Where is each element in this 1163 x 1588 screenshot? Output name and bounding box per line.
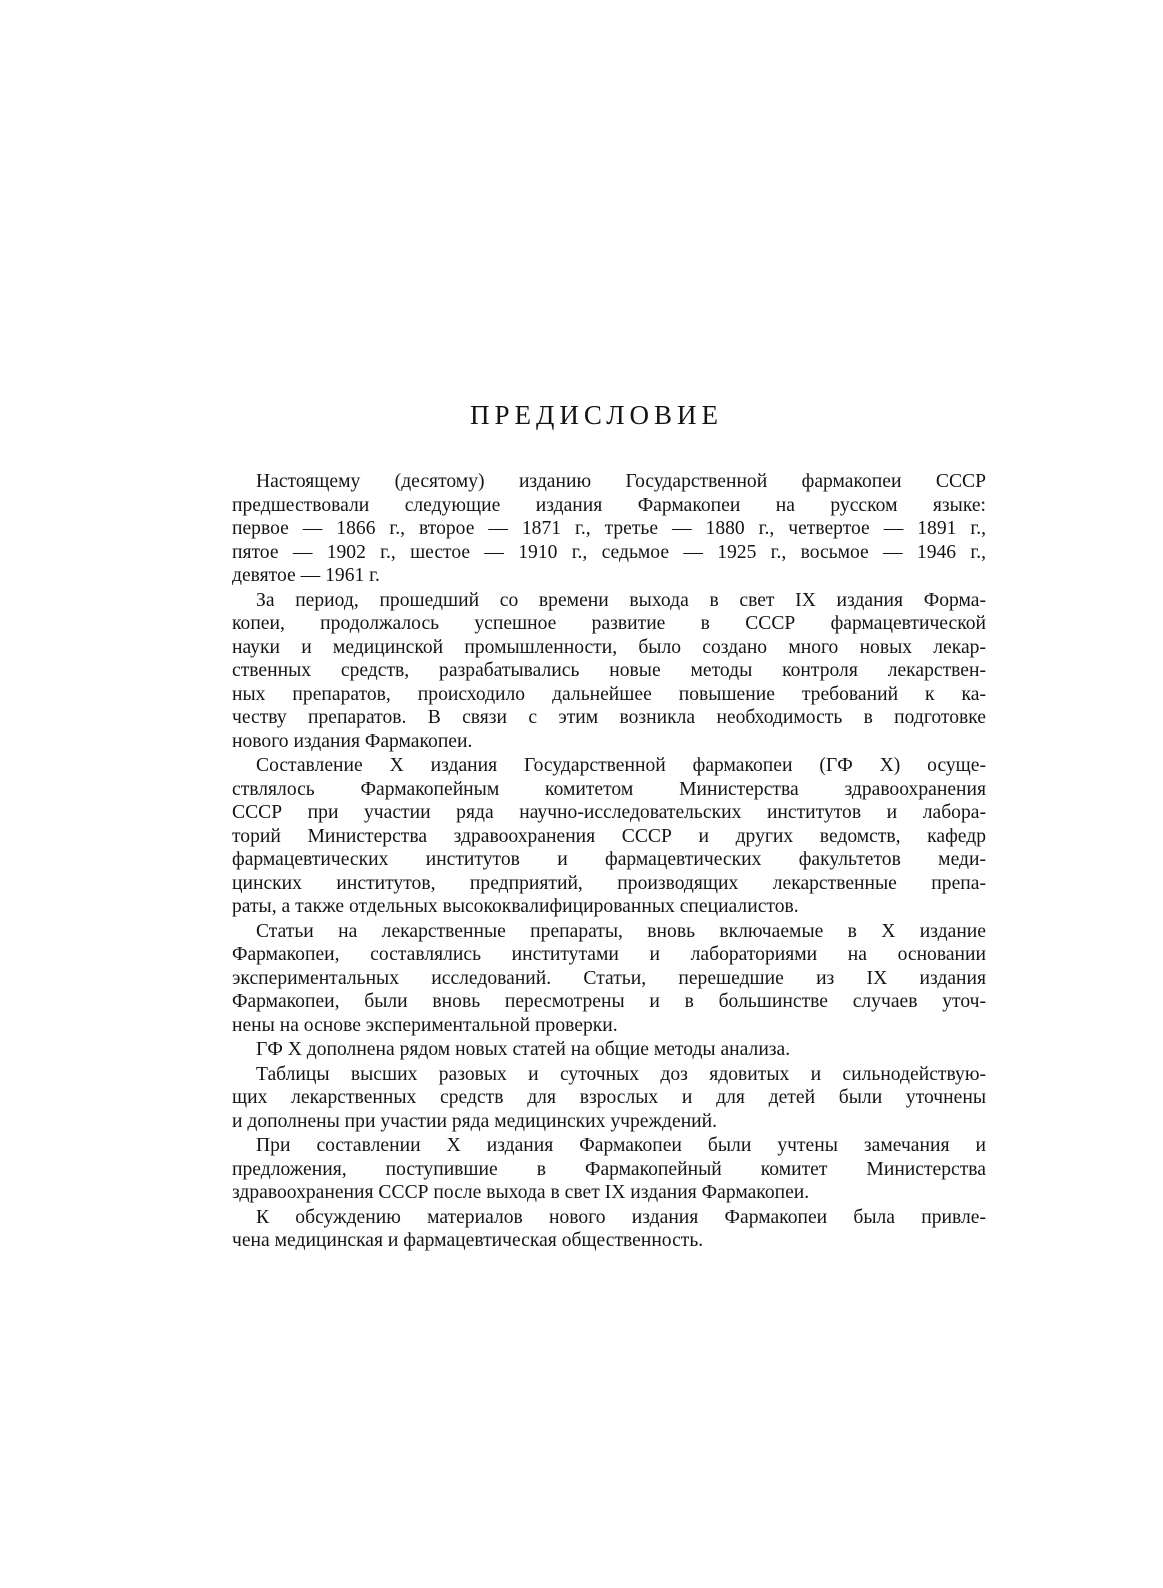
text-line: предшествовали следующие издания Фармакопеи на русском языке: xyxy=(232,494,986,516)
paragraph-8 xyxy=(208,1206,986,1253)
paragraph-4 xyxy=(208,920,986,1038)
paragraph-3 xyxy=(208,754,986,919)
text-line: Таблицы высших разовых и суточных доз ядовитых и сильнодействую- xyxy=(256,1063,986,1085)
page-title: ПРЕДИСЛОВИЕ xyxy=(469,400,724,430)
text-line: Фармакопеи, были вновь пересмотрены и в большинстве случаев уточ- xyxy=(232,991,986,1012)
text-line: пятое — 1902 г., шестое — 1910 г., седьмое — 1925 г., восьмое — 1946 г., xyxy=(232,541,986,563)
paragraph-2 xyxy=(208,589,986,754)
text-line: СССР при участии ряда научно-исследовательских институтов и лабора- xyxy=(232,802,986,823)
text-line: ственных средств, разрабатывались новые методы контроля лекарствен- xyxy=(232,660,986,681)
text-line: ствлялось Фармакопейным комитетом Министерства здравоохранения xyxy=(232,778,986,800)
text-line: экспериментальных исследований. Статьи, перешедшие из IX издания xyxy=(232,967,986,989)
text-line: Составление X издания Государственной фармакопеи (ГФ X) осуще- xyxy=(256,755,986,776)
text-line: ных препаратов, происходило дальнейшее повышение требований к ка- xyxy=(232,683,986,705)
paragraph-6 xyxy=(208,1063,986,1134)
text-line: щих лекарственных средств для взрослых и для детей были уточнены xyxy=(232,1087,986,1108)
text-line: Статьи на лекарственные препараты, вновь включаемые в X издание xyxy=(256,920,986,942)
text-line: девятое — 1961 г. xyxy=(232,565,380,586)
text-line: торий Министерства здравоохранения СССР и других ведомств, кафедр xyxy=(232,825,986,847)
text-line: здравоохранения СССР после выхода в свет IX издания Фармакопеи. xyxy=(232,1182,810,1203)
text-line: копеи, продолжалось успешное развитие в СССР фармацевтической xyxy=(232,613,986,634)
text-line: нового издания Фармакопеи. xyxy=(232,730,473,752)
text-line: цинских институтов, предприятий, производящих лекарственные препа- xyxy=(232,872,986,894)
paragraph-1 xyxy=(208,470,986,588)
paragraph-5 xyxy=(208,1038,986,1062)
paragraph-7 xyxy=(208,1134,986,1205)
text-line: Фармакопеи, составлялись институтами и лабораториями на основании xyxy=(232,944,986,965)
text-line: предложения, поступившие в Фармакопейный комитет Министерства xyxy=(232,1158,986,1180)
text-line: нены на основе экспериментальной проверки. xyxy=(232,1014,618,1036)
text-line: ГФ X дополнена рядом новых статей на общие методы анализа. xyxy=(256,1039,791,1060)
text-line: Настоящему (десятому) изданию Государственной фармакопеи СССР xyxy=(256,471,986,492)
text-line: За период, прошедший со времени выхода в свет IX издания Форма- xyxy=(256,589,986,611)
text-line: честву препаратов. В связи с этим возникла необходимость в подготовке xyxy=(232,707,986,728)
text-line: фармацевтических институтов и фармацевтических факультетов меди- xyxy=(232,849,986,870)
text-line: чена медицинская и фармацевтическая общественность. xyxy=(232,1230,704,1251)
preface-body xyxy=(208,470,986,1253)
text-line: и дополнены при участии ряда медицинских учреждений. xyxy=(232,1110,718,1132)
text-line: науки и медицинской промышленности, было создано много новых лекар- xyxy=(232,636,986,658)
text-line: При составлении X издания Фармакопеи были учтены замечания и xyxy=(256,1135,986,1156)
text-line: К обсуждению материалов нового издания Фармакопеи была привле- xyxy=(256,1206,986,1228)
text-line: первое — 1866 г., второе — 1871 г., третье — 1880 г., четвертое — 1891 г., xyxy=(232,518,986,539)
text-line: раты, а также отдельных высококвалифицированных специалистов. xyxy=(232,896,799,917)
